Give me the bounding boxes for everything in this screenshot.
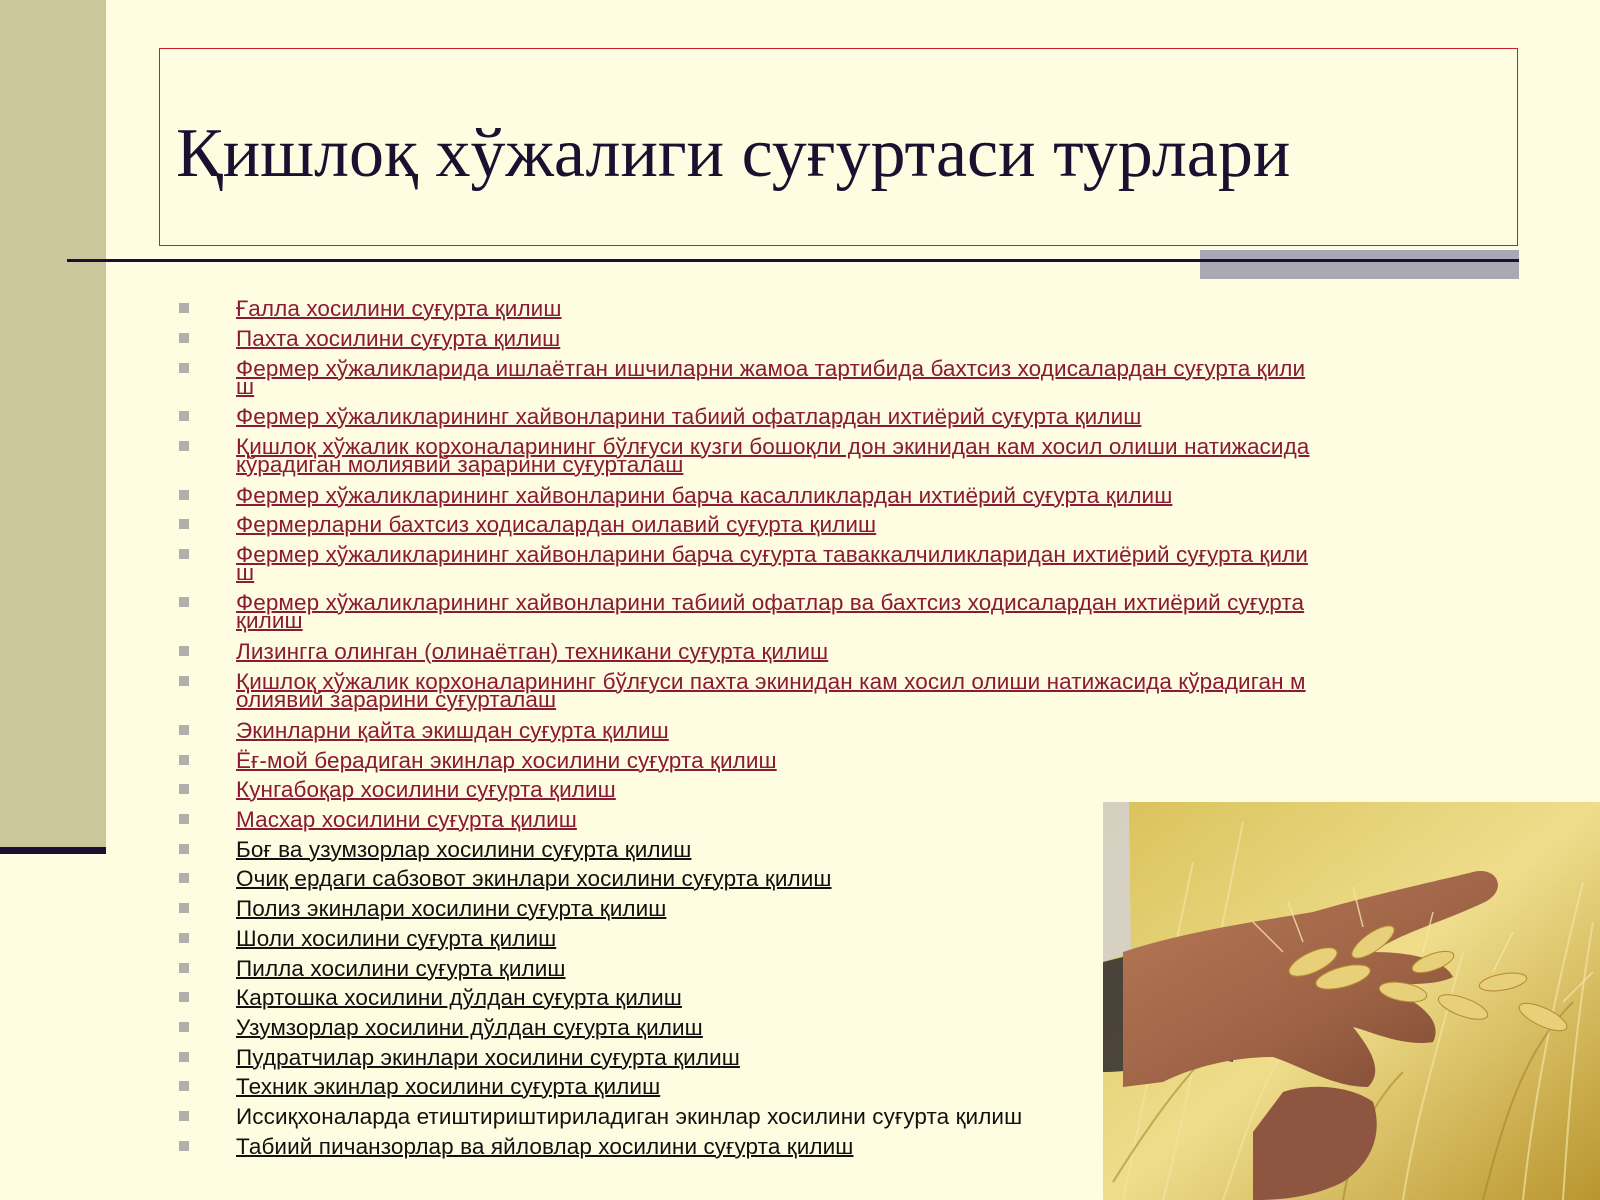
square-bullet-icon	[179, 441, 189, 451]
list-item-link[interactable]: Табиий пичанзорлар ва яйловлар хосилини суғурта қилиш	[236, 1134, 854, 1159]
list-item-link[interactable]: Фермер хўжаликларининг хайвонларини барча касалликлардан ихтиёрий суғурта қилиш	[236, 483, 1173, 508]
square-bullet-icon	[179, 844, 189, 854]
square-bullet-icon	[179, 1052, 189, 1062]
square-bullet-icon	[179, 303, 189, 313]
square-bullet-icon	[179, 814, 189, 824]
square-bullet-icon	[179, 725, 189, 735]
square-bullet-icon	[179, 490, 189, 500]
square-bullet-icon	[179, 873, 189, 883]
list-item-link[interactable]: Фермерларни бахтсиз ходисалардан оилавий суғурта қилиш	[236, 512, 877, 537]
square-bullet-icon	[179, 963, 189, 973]
list-item-link[interactable]: Узумзорлар хосилини дўлдан суғурта қилиш	[236, 1015, 703, 1040]
list-item-link[interactable]: Пилла хосилини суғурта қилиш	[236, 956, 566, 981]
list-item-link[interactable]: Техник экинлар хосилини суғурта қилиш	[236, 1074, 661, 1099]
list-item-link[interactable]: Қишлоқ хўжалик корхоналарининг бўлғуси пахта экинидан кам хосил олиши натижасида кўрадиган молиявий зарарини суғурталаш	[236, 669, 1306, 712]
square-bullet-icon	[179, 784, 189, 794]
list-item-link[interactable]: Ёғ-мой берадиган экинлар хосилини суғурта қилиш	[236, 748, 777, 773]
list-item-link[interactable]: Шоли хосилини суғурта қилиш	[236, 926, 557, 951]
list-item-link[interactable]: Масхар хосилини суғурта қилиш	[236, 807, 577, 832]
square-bullet-icon	[179, 519, 189, 529]
list-item-link[interactable]: Экинларни қайта экишдан суғурта қилиш	[236, 718, 669, 743]
square-bullet-icon	[179, 646, 189, 656]
list-item-link[interactable]: Пудратчилар экинлари хосилини суғурта қилиш	[236, 1045, 740, 1070]
square-bullet-icon	[179, 755, 189, 765]
square-bullet-icon	[179, 676, 189, 686]
list-item-link[interactable]: Фермер хўжаликларининг хайвонларини табиий офатлардан ихтиёрий суғурта қилиш	[236, 404, 1142, 429]
slide-title: Қишлоқ хўжалиги суғуртаси турлари	[176, 115, 1291, 192]
list-item-link[interactable]: Боғ ва узумзорлар хосилини суғурта қилиш	[236, 837, 692, 862]
list-item-link[interactable]: Картошка хосилини дўлдан суғурта қилиш	[236, 985, 682, 1010]
square-bullet-icon	[179, 411, 189, 421]
square-bullet-icon	[179, 1111, 189, 1121]
square-bullet-icon	[179, 903, 189, 913]
list-item-link[interactable]: Кунгабоқар хосилини суғурта қилиш	[236, 777, 616, 802]
list-item-link[interactable]: Ғалла хосилини суғурта қилиш	[236, 296, 562, 321]
square-bullet-icon	[179, 597, 189, 607]
list-item-link[interactable]: Фермер хўжаликларида ишлаётган ишчиларни жамоа тартибида бахтсиз ходисалардан суғурта қилиш	[236, 356, 1306, 399]
list-item-link[interactable]: Фермер хўжаликларининг хайвонларини барча суғурта таваккалчиликларидан ихтиёрий суғурта қилиш	[236, 542, 1308, 585]
square-bullet-icon	[179, 1141, 189, 1151]
square-bullet-icon	[179, 363, 189, 373]
list-item-text: Иссиқхоналарда етиштириштириладиган экинлар хосилини суғурта қилиш	[236, 1104, 1023, 1129]
list-item-link[interactable]: Полиз экинлари хосилини суғурта қилиш	[236, 896, 667, 921]
list-item-link[interactable]: Фермер хўжаликларининг хайвонларини табиий офатлар ва бахтсиз ходисалардан ихтиёрий суғурта қилиш	[236, 590, 1305, 633]
list-item-link[interactable]: Очиқ ердаги сабзовот экинлари хосилини суғурта қилиш	[236, 866, 832, 891]
square-bullet-icon	[179, 933, 189, 943]
square-bullet-icon	[179, 1081, 189, 1091]
list-item-link[interactable]: Лизингга олинган (олинаётган) техникани суғурта қилиш	[236, 639, 829, 664]
list-item-link[interactable]: Пахта хосилини суғурта қилиш	[236, 326, 561, 351]
wheat-hands-illustration	[1103, 802, 1600, 1200]
square-bullet-icon	[179, 333, 189, 343]
wheat-photo	[1103, 802, 1600, 1200]
square-bullet-icon	[179, 1022, 189, 1032]
list-item-link[interactable]: Қишлоқ хўжалик корхоналарининг бўлғуси кузги бошоқли дон экинидан кам хосил олиши натижасида кўрадиган молиявий зарарини суғурталаш	[236, 434, 1310, 477]
square-bullet-icon	[179, 992, 189, 1002]
square-bullet-icon	[179, 549, 189, 559]
